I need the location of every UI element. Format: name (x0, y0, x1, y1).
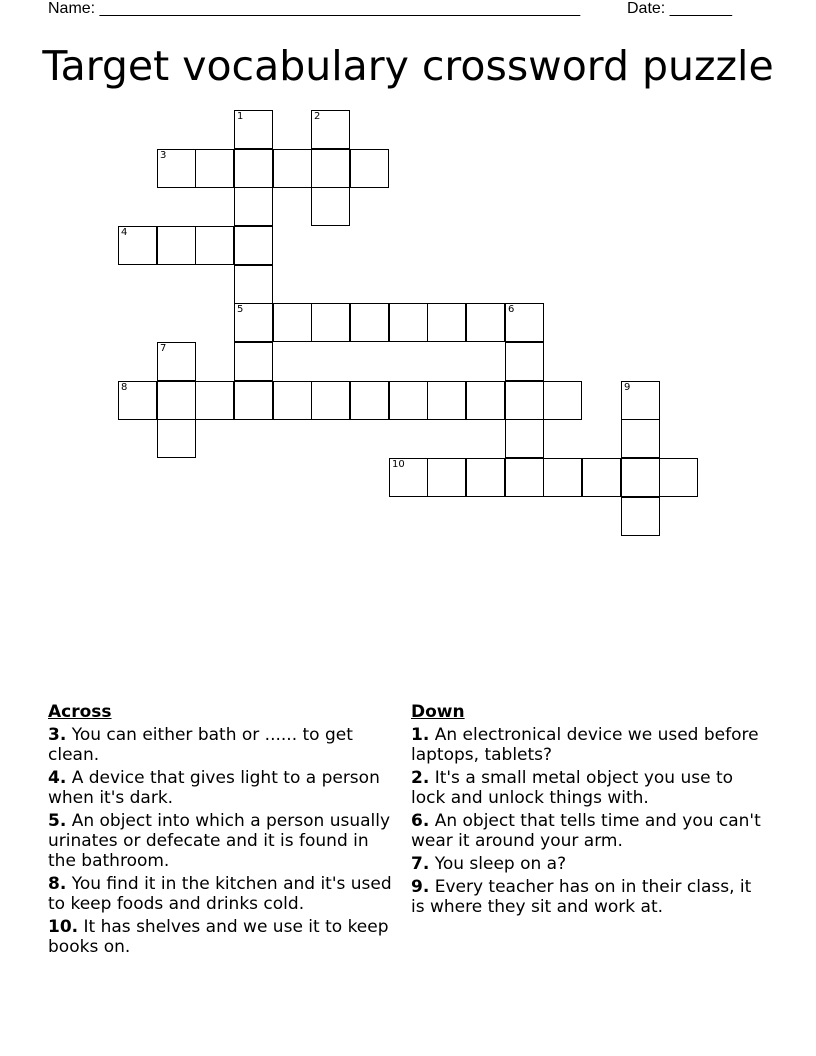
name-field: Name: ______________________________________________________ (48, 0, 581, 17)
grid-cell[interactable] (311, 303, 350, 342)
grid-cell[interactable] (234, 110, 273, 149)
grid-cell[interactable] (505, 458, 544, 497)
grid-cell[interactable] (621, 458, 660, 497)
grid-cell[interactable] (350, 303, 389, 342)
clue-number: 2. (411, 768, 430, 788)
grid-cell[interactable] (505, 303, 544, 342)
clue-text: It has shelves and we use it to keep books on. (48, 917, 389, 957)
grid-cell[interactable] (234, 303, 273, 342)
across-clues (48, 702, 393, 960)
across-clue (48, 811, 393, 871)
grid-cell[interactable] (427, 303, 466, 342)
clue-text: You can either bath or ...... to get clean. (48, 725, 353, 765)
grid-cell[interactable] (389, 381, 428, 420)
clue-number-label: 1 (237, 111, 244, 122)
grid-cell[interactable] (118, 226, 157, 265)
clue-text: An object that tells time and you can't wear it around your arm. (411, 811, 761, 851)
grid-cell[interactable] (389, 303, 428, 342)
clue-text: An object into which a person usually urinates or defecate and it is found in the bathroom. (48, 811, 391, 871)
grid-cell[interactable] (195, 381, 234, 420)
date-field: Date: _______ (627, 0, 732, 17)
clue-number: 5. (48, 811, 67, 831)
grid-cell[interactable] (273, 381, 312, 420)
grid-cell[interactable] (234, 342, 273, 381)
grid-cell[interactable] (311, 187, 350, 226)
clue-number-label: 8 (121, 382, 128, 393)
grid-cell[interactable] (659, 458, 698, 497)
grid-cell[interactable] (427, 458, 466, 497)
clue-number: 7. (411, 854, 430, 874)
clue-number-label: 6 (508, 304, 515, 315)
grid-cell[interactable] (621, 419, 660, 458)
grid-cell[interactable] (273, 303, 312, 342)
grid-cell[interactable] (195, 226, 234, 265)
down-clue (411, 877, 761, 917)
grid-cell[interactable] (505, 419, 544, 458)
grid-cell[interactable] (234, 149, 273, 188)
grid-cell[interactable] (350, 381, 389, 420)
grid-cell[interactable] (273, 149, 312, 188)
clue-number: 9. (411, 877, 430, 897)
grid-cell[interactable] (311, 381, 350, 420)
clue-text: You sleep on a? (429, 854, 567, 874)
clue-number: 10. (48, 917, 79, 937)
grid-cell[interactable] (466, 381, 505, 420)
across-clue (48, 874, 393, 914)
grid-cell[interactable] (582, 458, 621, 497)
grid-cell[interactable] (543, 381, 582, 420)
grid-cell[interactable] (427, 381, 466, 420)
down-clue (411, 811, 761, 851)
grid-cell[interactable] (234, 381, 273, 420)
clue-text: A device that gives light to a person when it's dark. (48, 768, 380, 808)
clue-number-label: 2 (314, 111, 321, 122)
grid-cell[interactable] (157, 419, 196, 458)
across-heading: Across (48, 702, 112, 722)
grid-cell[interactable] (234, 265, 273, 304)
grid-cell[interactable] (311, 110, 350, 149)
down-heading: Down (411, 702, 465, 722)
grid-cell[interactable] (311, 149, 350, 188)
page-title: Target vocabulary crossword puzzle (42, 42, 774, 90)
grid-cell[interactable] (466, 458, 505, 497)
clue-text: An electronical device we used before laptops, tablets? (411, 725, 759, 765)
clue-number-label: 3 (160, 150, 167, 161)
down-clue (411, 768, 761, 808)
grid-cell[interactable] (118, 381, 157, 420)
grid-cell[interactable] (505, 381, 544, 420)
across-clue (48, 725, 393, 765)
across-clue (48, 917, 393, 957)
grid-cell[interactable] (621, 497, 660, 536)
grid-cell[interactable] (350, 149, 389, 188)
clue-number-label: 7 (160, 343, 167, 354)
clue-text: It's a small metal object you use to lock and unlock things with. (411, 768, 734, 808)
down-clue (411, 725, 761, 765)
clue-number-label: 9 (624, 382, 631, 393)
grid-cell[interactable] (157, 342, 196, 381)
down-clue (411, 854, 761, 874)
clue-text: Every teacher has on in their class, it is where they sit and work at. (411, 877, 752, 917)
grid-cell[interactable] (621, 381, 660, 420)
grid-cell[interactable] (466, 303, 505, 342)
clue-number: 3. (48, 725, 67, 745)
grid-cell[interactable] (195, 149, 234, 188)
down-clues (411, 702, 761, 920)
grid-cell[interactable] (234, 226, 273, 265)
grid-cell[interactable] (157, 149, 196, 188)
clue-number-label: 10 (392, 459, 405, 470)
clue-number: 8. (48, 874, 67, 894)
grid-cell[interactable] (234, 187, 273, 226)
grid-cell[interactable] (157, 381, 196, 420)
grid-cell[interactable] (505, 342, 544, 381)
clue-text: You find it in the kitchen and it's used to keep foods and drinks cold. (48, 874, 392, 914)
clue-number-label: 4 (121, 227, 128, 238)
clue-number: 1. (411, 725, 430, 745)
clue-number: 4. (48, 768, 67, 788)
grid-cell[interactable] (543, 458, 582, 497)
clue-number-label: 5 (237, 304, 244, 315)
clue-number: 6. (411, 811, 430, 831)
grid-cell[interactable] (157, 226, 196, 265)
across-clue (48, 768, 393, 808)
grid-cell[interactable] (389, 458, 428, 497)
